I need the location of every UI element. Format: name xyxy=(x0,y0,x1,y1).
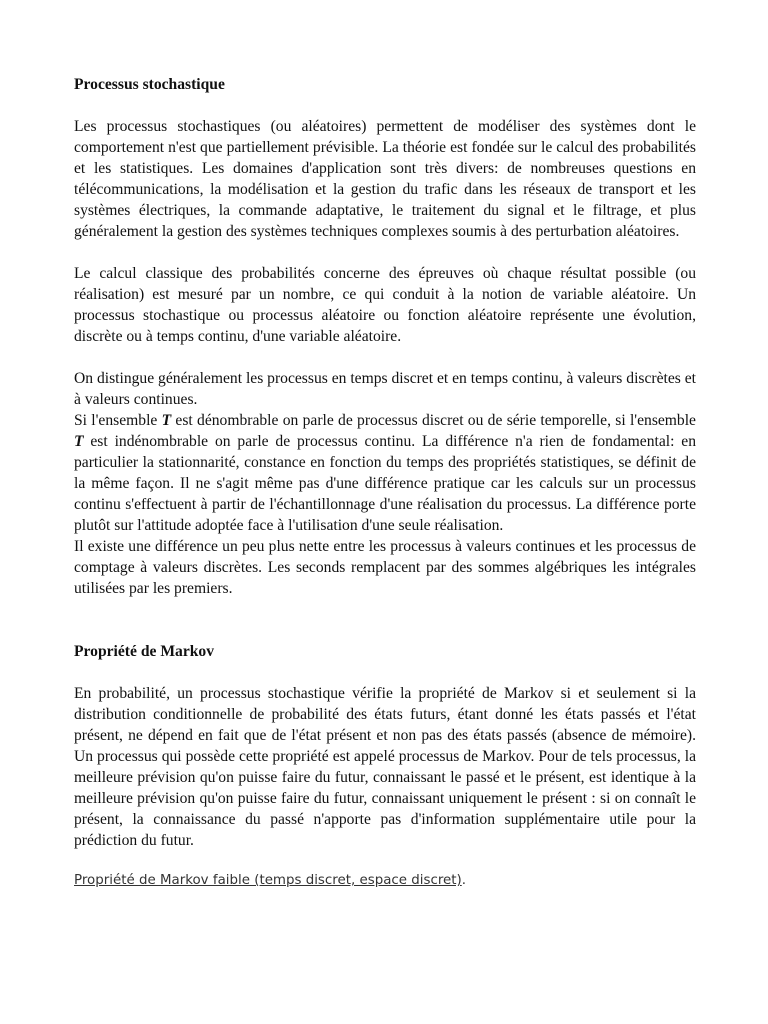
paragraph-markov: En probabilité, un processus stochastique vérifie la propriété de Markov si et seulement si la distribution conditionnelle de probabilité des états futurs, étant donné les états passés et l'état présent, ne dépend en fait que de l'état présent et non pas des états passés (absence de mémoire). Un processus qui possède cette propriété est appelé processus de Markov. Pour de tels processus, la meilleure prévision qu'on puisse faire du futur, connaissant le passé et le présent, est identique à la meilleure prévision qu'on puisse faire du futur, connaissant uniquement le présent : si on connaît le présent, la connaissance du passé n'apporte pas d'information supplémentaire utile pour la prédiction du futur. xyxy=(74,685,696,849)
link-line: Propriété de Markov faible (temps discret, espace discret). xyxy=(74,873,467,888)
link-markov-faible[interactable]: Propriété de Markov faible (temps discret, espace discret) xyxy=(74,873,462,888)
paragraph-valeurs-continues: Il existe une différence un peu plus nette entre les processus à valeurs continues et les processus de comptage à valeurs discrètes. Les seconds remplacent par des sommes algébriques les intégrales utilisées par les premiers. xyxy=(74,538,696,597)
paragraph-intro: Les processus stochastiques (ou aléatoires) permettent de modéliser des systèmes dont le comportement n'est que partiellement prévisible. La théorie est fondée sur le calcul des probabilités et les statistiques. Les domaines d'application sont très divers: de nombreuses questions en télécommunications, la modélisation et la gestion du trafic dans les réseaux de transport et les systèmes électriques, la commande adaptative, le traitement du signal et le filtrage, et plus généralement la gestion des systèmes techniques complexes soumis à des perturbation aléatoires. xyxy=(74,118,696,240)
paragraph-temps-discret-continu: On distingue généralement les processus en temps discret et en temps continu, à valeurs discrètes et à valeurs continues. xyxy=(74,370,696,408)
paragraph-variable-aleatoire: Le calcul classique des probabilités concerne des épreuves où chaque résultat possible (ou réalisation) est mesuré par un nombre, ce qui conduit à la notion de variable aléatoire. Un processus stochastique ou processus aléatoire ou fonction aléatoire représente une évolution, discrète ou à temps continu, d'une variable aléatoire. xyxy=(74,265,696,345)
variable-T: T xyxy=(74,433,84,450)
document-page xyxy=(74,74,696,891)
paragraph-ensemble-T: Si l'ensemble T est dénombrable on parle de processus discret ou de série temporelle, si l'ensemble T est indénombrable on parle de processus continu. La différence n'a rien de fondamental: en particulier la stationnarité, constance en fonction du temps des propriétés statistiques, se définit de la même façon. Il ne s'agit même pas d'une différence pratique car les calculs sur un processus continu s'effectuent à partir de l'échantillonnage d'une réalisation du processus. La différence porte plutôt sur l'attitude adoptée face à l'utilisation d'une seule réalisation. xyxy=(74,412,696,534)
section-title-propriete-markov: Propriété de Markov xyxy=(74,643,215,660)
variable-T: T xyxy=(161,412,172,429)
section-title-processus-stochastique: Processus stochastique xyxy=(74,76,225,93)
